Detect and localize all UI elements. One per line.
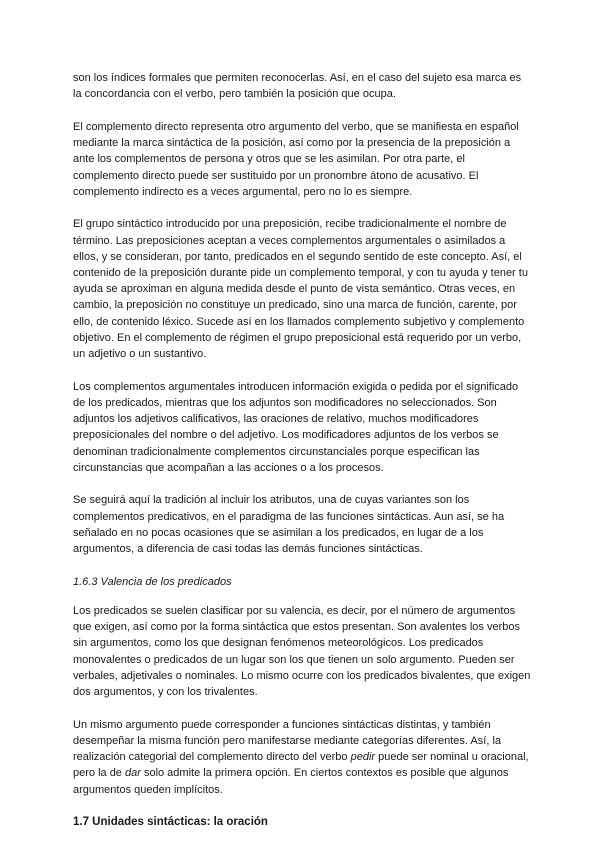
paragraph-text-part: puede ser nominal u oracional, pero la de <box>73 751 529 780</box>
paragraph-argument-complements: Los complementos argumentales introducen información exigida o pedida por el significado de los predicados, mientras que los adjuntos son modificadores no seleccionados. Son adjuntos los adjetivos calificativos, las oraciones de relativo, muchos modificadores preposicionales del nombre o del adjetivo. Los modificadores adjuntos de los verbos se denominan tradicionalmente complementos circunstanciales porque especifican las circunstancias que acompañan a las acciones o a los procesos. <box>73 380 519 474</box>
paragraph-subject-marks: son los índices formales que permiten reconocerlas. Así, en el caso del sujeto esa marca es la concordancia con el verbo, pero también la posición que ocupa. <box>73 72 522 101</box>
paragraph-text-part: Un mismo argumento puede corresponder a funciones sintácticas distintas, y también desempeñar la misma función pero manifestarse mediante categorías diferentes. Así, la realización categorial del complemento directo del verbo <box>73 718 502 764</box>
paragraph-argument-functions <box>73 717 531 798</box>
section-heading-valencia: 1.6.3 Valencia de los predicados <box>73 575 232 588</box>
paragraph-text-part: solo admite la primera opción. En ciertos contextos es posible que algunos argumentos queden implícitos. <box>73 767 509 796</box>
paragraph-direct-object: El complemento directo representa otro argumento del verbo, que se manifiesta en español mediante la marca sintáctica de la posición, así como por la presencia de la preposición a ante los complementos de persona y otros que se les asimilan. Por otra parte, el complemento directo puede ser sustituido por un pronombre átono de acusativo. El complemento indirecto es a veces argumental, pero no lo es siempre. <box>73 120 519 198</box>
paragraph-predicate-valency: Los predicados se suelen clasificar por su valencia, es decir, por el número de argumentos que exigen, así como por la forma sintáctica que estos presentan. Son avalentes los verbos sin argumentos, como los que designan fenómenos meteorológicos. Los predicados monovalentes o predicados de un lugar son los que tienen un solo argumento. Pueden ser verbales, adjetivales o nominales. Lo mismo ocurre con los predicados bivalentes, que exigen dos argumentos, y con los trivalentes. <box>73 604 531 698</box>
paragraph-prepositional-group: El grupo sintáctico introducido por una preposición, recibe tradicionalmente el nombre de término. Las preposiciones aceptan a veces complementos argumentales o asimilados a ellos, y se consideran, por tanto, predicados en el segundo sentido de este concepto. Así, el contenido de la preposición durante pide un complemento temporal, y con tu ayuda y tener tu ayuda se aproximan en alguna medida desde el punto de vista semántico. Otras veces, en cambio, la preposición no constituye un predicado, sino una marca de función, carente, por ello, de contenido léxico. Sucede así en los llamados complemento subjetivo y complemento objetivo. En el complemento de régimen el grupo preposicional está requerido por un verbo, un adjetivo o un sustantivo. <box>73 218 528 361</box>
paragraph-attributes: Se seguirá aquí la tradición al incluir los atributos, una de cuyas variantes son los complementos predicativos, en el paradigma de las funciones sintácticas. Aun así, se ha señalado en no pocas ocasiones que se asimilan a los predicados, en lugar de a los argumentos, a diferencia de casi todas las demás funciones sintácticas. <box>73 494 505 556</box>
verb-example-dar: dar <box>124 767 141 780</box>
section-heading-oracion: 1.7 Unidades sintácticas: la oración <box>73 816 268 829</box>
document-page <box>73 70 531 830</box>
verb-example-pedir: pedir <box>350 751 376 764</box>
